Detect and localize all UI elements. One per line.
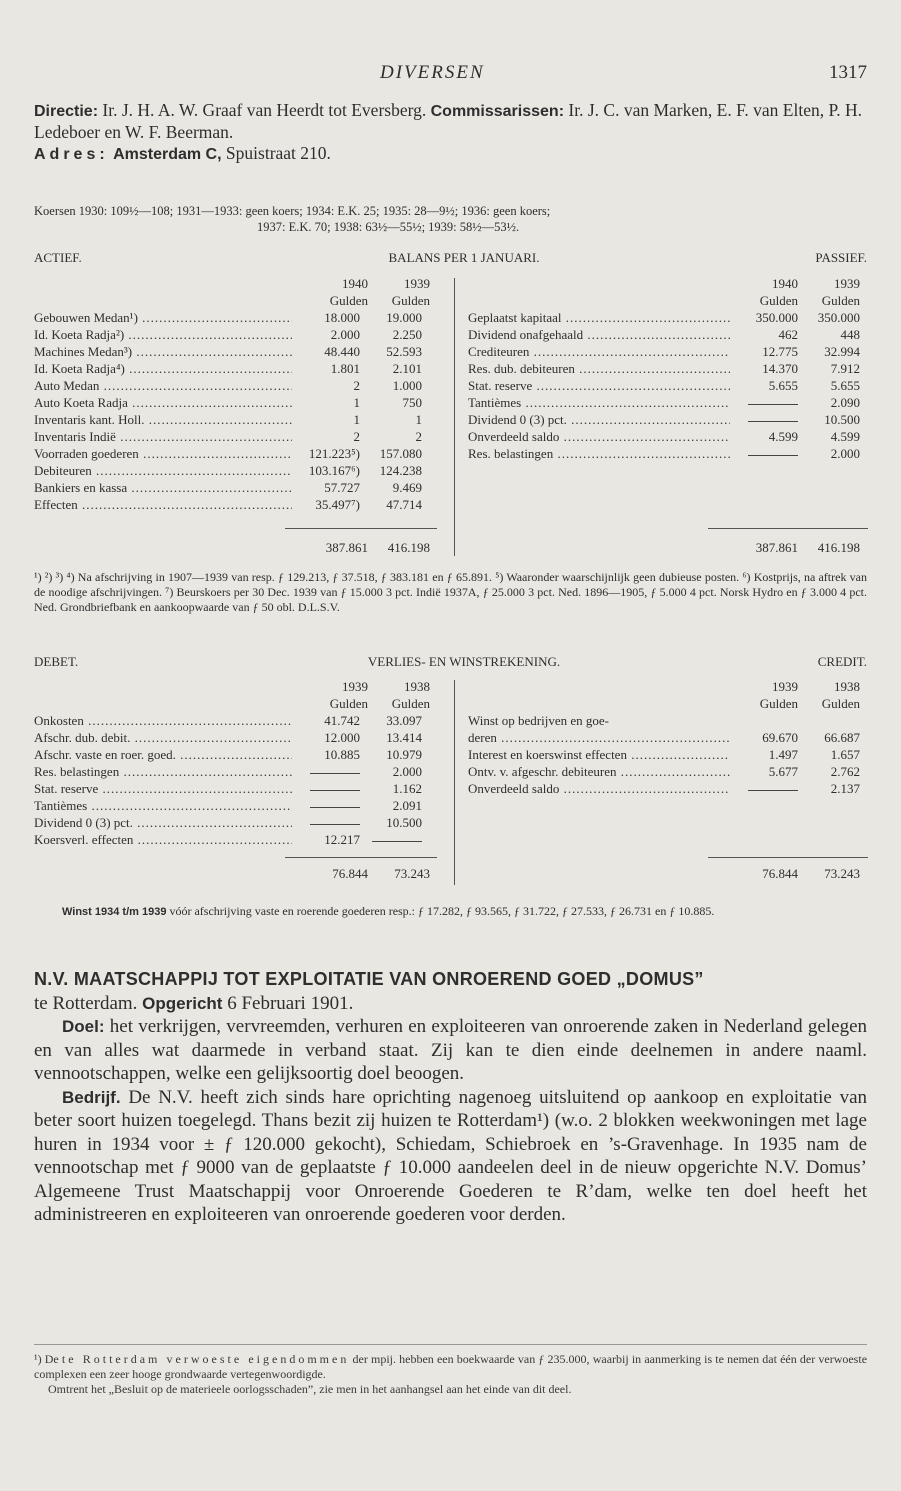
row-value: 2.090 bbox=[830, 395, 860, 410]
actief-title: ACTIEF. bbox=[34, 250, 82, 265]
row-label bbox=[34, 360, 292, 377]
actief-total-rule bbox=[285, 528, 437, 529]
commissarissen-text: Ir. J. C. van Marken, E. F. van Elten, P. H. Ledeboer en W. F. Beerman. bbox=[34, 100, 863, 142]
table-row bbox=[468, 428, 868, 445]
balans-footnote: ¹) ²) ³) ⁴) Na afschrijving in 1907—1939 van resp. ƒ 129.213, ƒ 37.518, ƒ 383.181 en ƒ 65.891. ⁵) Waaronder waarschijnlijk geen dubieuse posten. ⁶) Kostprijs, na aftrek van de noodige afschrijvingen. ⁷) Beurskoers per 30 Dec. 1939 van ƒ 15.000 3 pct. Indië 1937A, ƒ 25.000 3 pct. Ned. 1896—1905, ƒ 5.000 4 pct. Norsk Hydro en ƒ 3.000 4 pct. Ned. Grondbriefbank en aankoopwaarde van ƒ 50 obl. D.L.S.V. bbox=[34, 570, 867, 614]
row-label bbox=[468, 763, 730, 780]
koersen-line-1: Koersen 1930: 109½—108; 1931—1933: geen koers; 1934: E.K. 25; 1935: 28—9½; 1936: geen koers; bbox=[34, 204, 551, 218]
row-label bbox=[468, 326, 730, 343]
page-number: 1317 bbox=[829, 62, 867, 83]
row-label bbox=[34, 411, 292, 428]
credit-rows bbox=[468, 729, 868, 797]
directie-label: Directie: bbox=[34, 103, 99, 120]
table-row bbox=[34, 729, 434, 746]
row-value: 2.000 bbox=[392, 764, 422, 779]
adres-label: Adres: bbox=[34, 146, 109, 163]
row-value: 1.497 bbox=[768, 747, 798, 762]
domus-entry bbox=[34, 968, 867, 1227]
credit-year-header bbox=[730, 678, 870, 712]
row-value bbox=[360, 831, 422, 848]
row-value: 2 bbox=[353, 429, 360, 444]
row-value: 69.670 bbox=[762, 730, 798, 745]
row-label-text: Onkosten bbox=[34, 713, 84, 728]
row-label bbox=[468, 411, 730, 428]
row-label bbox=[34, 814, 292, 831]
footnote-rule bbox=[34, 1344, 867, 1345]
row-value: 13.414 bbox=[386, 730, 422, 745]
table-row bbox=[468, 729, 868, 746]
doel-text: het verkrijgen, vervreemden, verhuren en exploiteeren van onroerende zaken in Nederland gelegen en van alles wat daarmede in verband staat. Zij kan te dien einde deelnemen in andere naaml. vennootschappen, welke een gelijksoortig doel beoogen. bbox=[34, 1016, 868, 1084]
year: 1939 bbox=[772, 679, 798, 694]
dash-mark bbox=[748, 421, 798, 422]
row-value: 4.599 bbox=[830, 429, 860, 444]
table-row bbox=[34, 394, 434, 411]
row-label-text: Bankiers en kassa bbox=[34, 480, 128, 495]
row-label bbox=[468, 746, 730, 763]
unit: Gulden bbox=[821, 293, 860, 308]
row-label bbox=[468, 343, 730, 360]
total: 387.861 bbox=[325, 540, 368, 555]
credit-total-rule bbox=[708, 857, 868, 858]
opgericht-label: Opgericht bbox=[142, 993, 223, 1013]
row-label-text: Res. belastingen bbox=[34, 764, 120, 779]
row-value: 124.238 bbox=[379, 463, 422, 478]
row-value: 10.979 bbox=[386, 747, 422, 762]
passief-year-header bbox=[730, 275, 870, 309]
row-label-text: Gebouwen Medan¹) bbox=[34, 310, 138, 325]
table-row bbox=[468, 377, 868, 394]
row-label-text: Interest en koerswinst effecten bbox=[468, 747, 627, 762]
row-value: 5.655 bbox=[768, 378, 798, 393]
koersen-history bbox=[34, 203, 867, 235]
passief-totals bbox=[730, 540, 870, 556]
domus-title: N.V. MAATSCHAPPIJ TOT EXPLOITATIE VAN ONROEREND GOED „DOMUS” bbox=[34, 969, 704, 989]
table-row bbox=[34, 746, 434, 763]
row-value: 462 bbox=[778, 327, 798, 342]
table-row bbox=[34, 831, 434, 848]
row-value: 10.500 bbox=[824, 412, 860, 427]
row-label-text: Afschr. dub. debit. bbox=[34, 730, 131, 745]
row-value: 7.912 bbox=[830, 361, 860, 376]
row-value bbox=[292, 814, 360, 831]
row-value bbox=[730, 411, 798, 428]
unit: Gulden bbox=[821, 696, 860, 711]
row-label-text: Afschr. vaste en roer. goed. bbox=[34, 747, 176, 762]
debet-title: DEBET. bbox=[34, 654, 79, 669]
row-label-text: Stat. reserve bbox=[34, 781, 99, 796]
row-value: 10.500 bbox=[386, 815, 422, 830]
row-label bbox=[468, 729, 730, 746]
total: 73.243 bbox=[394, 866, 430, 881]
row-label bbox=[34, 831, 292, 848]
row-value: 1 bbox=[353, 412, 360, 427]
table-row bbox=[34, 479, 434, 496]
year: 1940 bbox=[772, 276, 798, 291]
row-value: 1.657 bbox=[830, 747, 860, 762]
row-label-text: Dividend onafgehaald bbox=[468, 327, 584, 342]
row-label-text: Koersverl. effecten bbox=[34, 832, 134, 847]
row-label bbox=[34, 729, 292, 746]
row-label bbox=[468, 309, 730, 326]
dash-mark bbox=[748, 790, 798, 791]
winst-note bbox=[62, 904, 867, 920]
footnote-text: der mpij. hebben een boekwaarde van ƒ 235.000, waarbij in aanmerking is te nemen dat één der verwoeste complexen een zeer hooge grondwaarde vertegenwoordigde. bbox=[34, 1352, 868, 1381]
total: 416.198 bbox=[817, 540, 860, 555]
balans-title: BALANS PER 1 JANUARI. bbox=[388, 250, 540, 265]
row-label bbox=[34, 496, 292, 513]
table-row bbox=[468, 746, 868, 763]
row-value: 66.687 bbox=[824, 730, 860, 745]
row-label-text: Machines Medan³) bbox=[34, 344, 133, 359]
row-label bbox=[468, 428, 730, 445]
row-label-text: Auto Koeta Radja bbox=[34, 395, 128, 410]
row-label-text: Tantièmes bbox=[468, 395, 522, 410]
credit-first-line: Winst op bedrijven en goe- bbox=[468, 713, 609, 728]
total: 387.861 bbox=[755, 540, 798, 555]
row-value: 157.080 bbox=[379, 446, 422, 461]
page-footnote bbox=[34, 1352, 867, 1397]
domus-city: te Rotterdam. bbox=[34, 992, 138, 1014]
row-value: 14.370 bbox=[762, 361, 798, 376]
row-value: 1.801 bbox=[330, 361, 360, 376]
row-value: 2.091 bbox=[392, 798, 422, 813]
row-value: 32.994 bbox=[824, 344, 860, 359]
commissarissen-label: Commissarissen: bbox=[430, 103, 565, 120]
year: 1939 bbox=[404, 276, 430, 291]
row-label bbox=[34, 746, 292, 763]
passief-total-rule bbox=[708, 528, 868, 529]
table-row bbox=[34, 462, 434, 479]
row-value: 33.097 bbox=[386, 713, 422, 728]
row-value: 18.000 bbox=[324, 310, 360, 325]
table-row bbox=[34, 445, 434, 462]
dash-mark bbox=[310, 807, 360, 808]
row-label bbox=[34, 763, 292, 780]
adres-text: Spuistraat 210. bbox=[225, 143, 331, 163]
row-label bbox=[468, 394, 730, 411]
table-row bbox=[34, 780, 434, 797]
table-row bbox=[468, 763, 868, 780]
row-label bbox=[34, 479, 292, 496]
year: 1938 bbox=[404, 679, 430, 694]
row-label bbox=[34, 394, 292, 411]
row-value: 12.775 bbox=[762, 344, 798, 359]
year: 1939 bbox=[834, 276, 860, 291]
table-row bbox=[34, 428, 434, 445]
vw-title: VERLIES- EN WINSTREKENING. bbox=[367, 654, 561, 669]
row-value: 1.000 bbox=[392, 378, 422, 393]
table-row bbox=[468, 309, 868, 326]
row-label bbox=[34, 377, 292, 394]
row-value: 10.885 bbox=[324, 747, 360, 762]
actief-table bbox=[34, 309, 434, 513]
row-label-text: deren bbox=[468, 730, 497, 745]
row-value: 2 bbox=[353, 378, 360, 393]
row-label-text: Inventaris Indië bbox=[34, 429, 116, 444]
row-label bbox=[34, 797, 292, 814]
row-value: 12.000 bbox=[324, 730, 360, 745]
table-row bbox=[34, 309, 434, 326]
table-row bbox=[468, 394, 868, 411]
row-value: 2.000 bbox=[330, 327, 360, 342]
row-label bbox=[34, 712, 292, 729]
row-label bbox=[34, 780, 292, 797]
row-label-text: Inventaris kant. Holl. bbox=[34, 412, 145, 427]
row-label bbox=[34, 309, 292, 326]
row-value: 35.497⁷) bbox=[315, 497, 360, 512]
total: 76.844 bbox=[762, 866, 798, 881]
unit: Gulden bbox=[759, 696, 798, 711]
dash-mark bbox=[310, 824, 360, 825]
row-label bbox=[468, 445, 730, 462]
winst-label: Winst 1934 t/m 1939 bbox=[62, 906, 167, 918]
row-value: 12.217 bbox=[324, 832, 360, 847]
unit: Gulden bbox=[329, 293, 368, 308]
adres-city: Amsterdam C, bbox=[113, 146, 222, 163]
row-label-text: Stat. reserve bbox=[468, 378, 533, 393]
debet-table bbox=[34, 712, 434, 848]
row-label bbox=[34, 445, 292, 462]
row-label-text: Id. Koeta Radja⁴) bbox=[34, 361, 125, 376]
unit: Gulden bbox=[391, 696, 430, 711]
table-row bbox=[34, 797, 434, 814]
vw-divider bbox=[454, 680, 455, 885]
unit: Gulden bbox=[759, 293, 798, 308]
row-label-text: Tantièmes bbox=[34, 798, 88, 813]
row-label bbox=[34, 343, 292, 360]
table-row bbox=[468, 445, 868, 462]
row-label-text: Ontv. v. afgeschr. debiteuren bbox=[468, 764, 617, 779]
debet-total-rule bbox=[285, 857, 437, 858]
dash-mark bbox=[748, 404, 798, 405]
table-row bbox=[34, 377, 434, 394]
row-label-text: Dividend 0 (3) pct. bbox=[468, 412, 567, 427]
debet-totals bbox=[300, 866, 440, 882]
row-value bbox=[292, 763, 360, 780]
row-value: 5.655 bbox=[830, 378, 860, 393]
year: 1939 bbox=[342, 679, 368, 694]
unit: Gulden bbox=[391, 293, 430, 308]
row-label-text: Debiteuren bbox=[34, 463, 92, 478]
row-value bbox=[730, 780, 798, 797]
row-label-text: Onverdeeld saldo bbox=[468, 429, 560, 444]
row-label-text: Voorraden goederen bbox=[34, 446, 139, 461]
page-header bbox=[0, 62, 901, 90]
footnote-marker: ¹) De bbox=[34, 1352, 59, 1366]
row-value: 121.223⁵) bbox=[308, 446, 360, 461]
table-row bbox=[468, 411, 868, 428]
unit: Gulden bbox=[329, 696, 368, 711]
row-value: 2.000 bbox=[830, 446, 860, 461]
row-label bbox=[468, 377, 730, 394]
row-label-text: Geplaatst kapitaal bbox=[468, 310, 562, 325]
passief-table bbox=[468, 309, 868, 462]
table-row bbox=[34, 814, 434, 831]
row-value: 4.599 bbox=[768, 429, 798, 444]
row-label bbox=[34, 326, 292, 343]
table-row bbox=[468, 360, 868, 377]
row-value: 350.000 bbox=[755, 310, 798, 325]
actief-totals bbox=[300, 540, 440, 556]
balans-divider bbox=[454, 278, 455, 556]
winst-text: vóór afschrijving vaste en roerende goederen resp.: ƒ 17.282, ƒ 93.565, ƒ 31.722, ƒ 27.533, ƒ 26.731 en ƒ 10.885. bbox=[169, 904, 715, 918]
table-row bbox=[468, 780, 868, 797]
dash-mark bbox=[372, 841, 422, 842]
row-value: 9.469 bbox=[392, 480, 422, 495]
total: 416.198 bbox=[387, 540, 430, 555]
table-row bbox=[34, 411, 434, 428]
koersen-line-2: 1937: E.K. 70; 1938: 63½—55½; 1939: 58½—53½. bbox=[257, 220, 520, 234]
credit-title: CREDIT. bbox=[817, 654, 867, 669]
table-row bbox=[34, 712, 434, 729]
row-value bbox=[730, 394, 798, 411]
row-value: 1 bbox=[353, 395, 360, 410]
row-label-text: Res. belastingen bbox=[468, 446, 554, 461]
row-value: 1.162 bbox=[392, 781, 422, 796]
row-value: 2.137 bbox=[830, 781, 860, 796]
row-value: 2.101 bbox=[392, 361, 422, 376]
dash-mark bbox=[310, 790, 360, 791]
footnote-spaced: te Rotterdam verwoeste eigendommen bbox=[61, 1352, 350, 1366]
row-label-text: Effecten bbox=[34, 497, 78, 512]
year: 1940 bbox=[342, 276, 368, 291]
row-value bbox=[292, 780, 360, 797]
row-value: 19.000 bbox=[386, 310, 422, 325]
table-row bbox=[468, 343, 868, 360]
row-label-text: Crediteuren bbox=[468, 344, 530, 359]
row-value: 103.167⁶) bbox=[308, 463, 360, 478]
vw-header bbox=[34, 654, 867, 672]
bedrijf-text: De N.V. heeft zich sinds hare oprichting nagenoeg uitsluitend op aankoop en exploitatie van beter soort huizen toegelegd. Thans bezit zij huizen te Rotterdam¹) (w.o. 2 blokken weekwoningen met lage huren in 1934 voor ± ƒ 120.000 gekocht), Schiedam, Schiebroek en ’s-Gravenhage. In 1935 nam de vennootschap met ƒ 9000 van de geplaatste ƒ 10.000 aandeelen deel in de nieuw opgerichte N.V. Domus’ Algemeene Trust Maatschappij voor Onroerende Goederen te R’dam, welke ten doel heeft het administreeren en exploiteeren van onroerende goederen voor derden. bbox=[34, 1086, 867, 1225]
running-title: DIVERSEN bbox=[380, 62, 485, 83]
passief-title: PASSIEF. bbox=[815, 250, 867, 265]
directie-text: Ir. J. H. A. W. Graaf van Heerdt tot Eversberg. bbox=[102, 100, 427, 120]
row-value bbox=[730, 445, 798, 462]
doel-label: Doel: bbox=[62, 1017, 105, 1036]
row-label-text: Auto Medan bbox=[34, 378, 100, 393]
row-value: 2.250 bbox=[392, 327, 422, 342]
row-value bbox=[292, 797, 360, 814]
table-row bbox=[34, 763, 434, 780]
row-value: 5.677 bbox=[768, 764, 798, 779]
total: 73.243 bbox=[824, 866, 860, 881]
row-label-text: Id. Koeta Radja²) bbox=[34, 327, 125, 342]
actief-year-header bbox=[300, 275, 440, 309]
credit-totals bbox=[730, 866, 870, 882]
row-label-text: Onverdeeld saldo bbox=[468, 781, 560, 796]
row-value: 41.742 bbox=[324, 713, 360, 728]
footnote-line-2: Omtrent het „Besluit op de materieele oorlogsschaden”, zie men in het aanhangsel aan het einde van dit deel. bbox=[48, 1382, 572, 1396]
opgericht-text: 6 Februari 1901. bbox=[227, 992, 354, 1014]
row-label bbox=[34, 428, 292, 445]
company-intro bbox=[34, 100, 867, 165]
table-row bbox=[34, 360, 434, 377]
balans-header bbox=[34, 250, 867, 268]
credit-table bbox=[468, 712, 868, 797]
row-label-text: Dividend 0 (3) pct. bbox=[34, 815, 133, 830]
table-row bbox=[34, 343, 434, 360]
row-value: 2 bbox=[415, 429, 422, 444]
dash-mark bbox=[748, 455, 798, 456]
dash-mark bbox=[310, 773, 360, 774]
row-label-text: Res. dub. debiteuren bbox=[468, 361, 575, 376]
table-row bbox=[468, 326, 868, 343]
row-value: 48.440 bbox=[324, 344, 360, 359]
row-value: 2.762 bbox=[830, 764, 860, 779]
row-value: 52.593 bbox=[386, 344, 422, 359]
row-value: 350.000 bbox=[817, 310, 860, 325]
row-label bbox=[34, 462, 292, 479]
row-value: 47.714 bbox=[386, 497, 422, 512]
debet-year-header bbox=[300, 678, 440, 712]
row-value: 448 bbox=[840, 327, 860, 342]
row-label bbox=[468, 780, 730, 797]
total: 76.844 bbox=[332, 866, 368, 881]
row-value: 57.727 bbox=[324, 480, 360, 495]
row-value: 750 bbox=[402, 395, 422, 410]
year: 1938 bbox=[834, 679, 860, 694]
table-row bbox=[34, 496, 434, 513]
row-value: 1 bbox=[415, 412, 422, 427]
table-row bbox=[34, 326, 434, 343]
bedrijf-label: Bedrijf. bbox=[62, 1087, 121, 1107]
row-label bbox=[468, 360, 730, 377]
